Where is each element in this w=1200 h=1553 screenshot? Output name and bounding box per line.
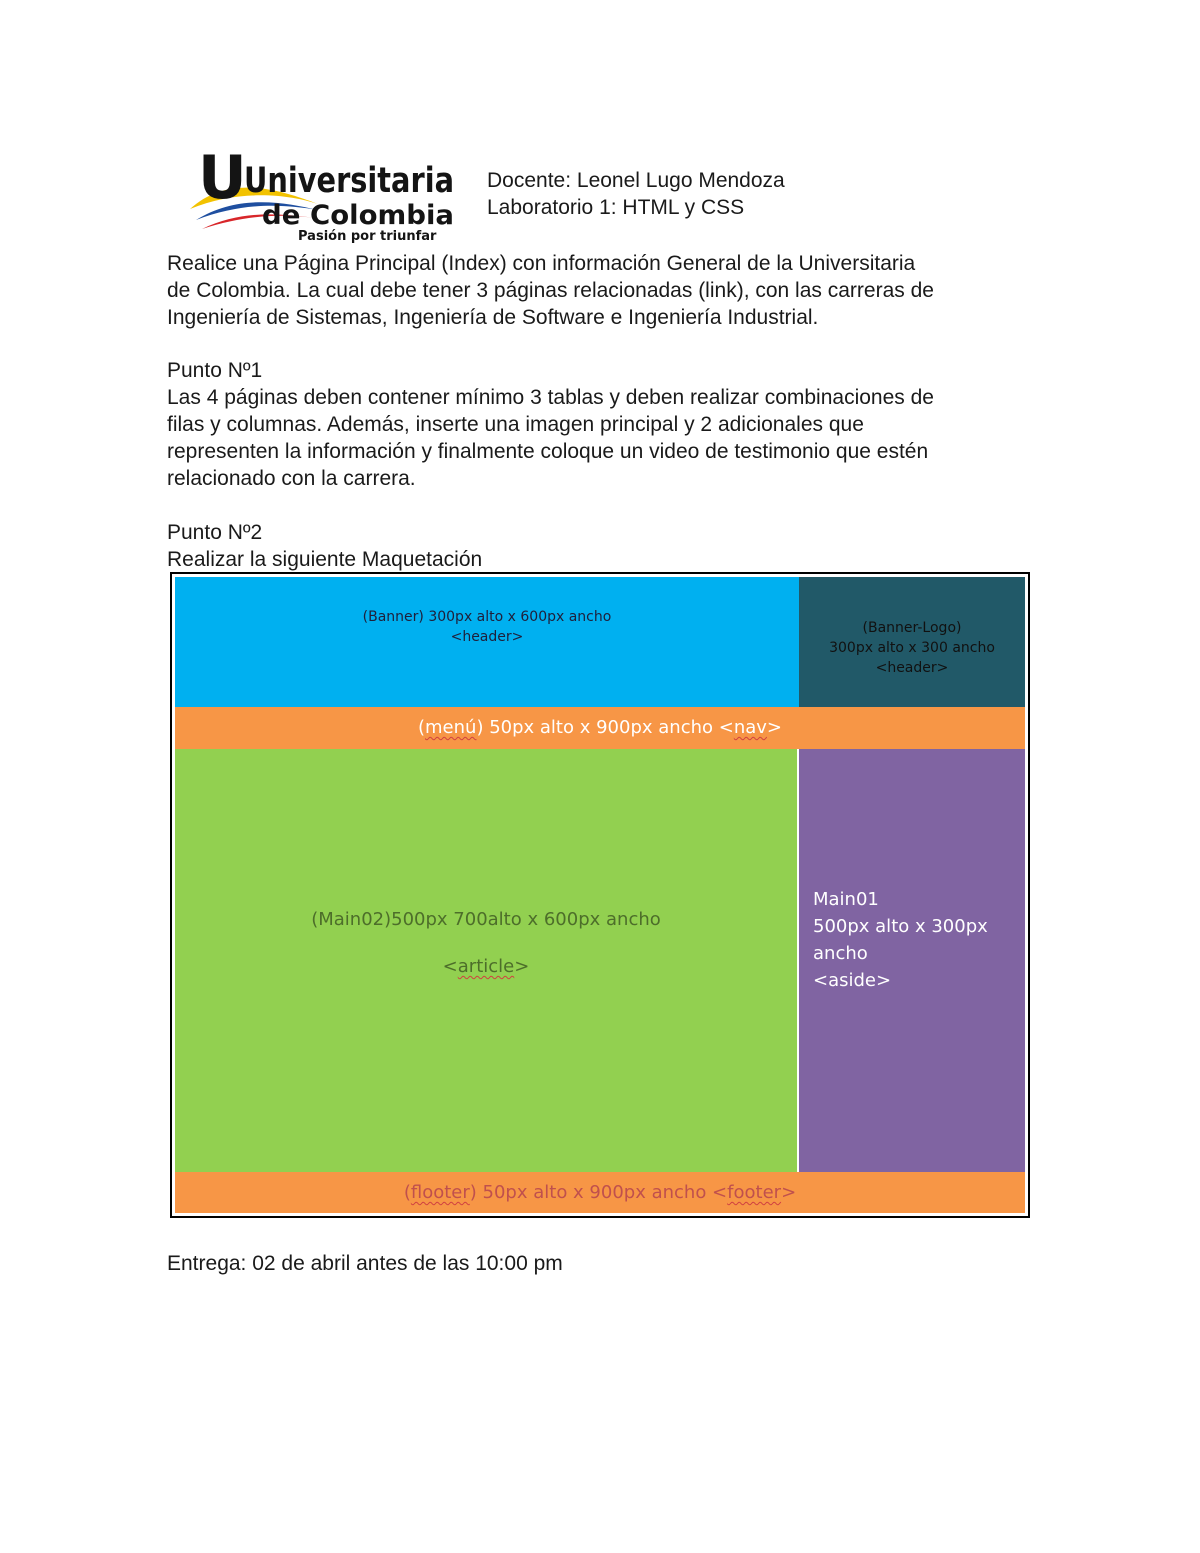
footer-label-open: ( — [403, 1182, 411, 1203]
intro-line: Ingeniería de Sistemas, Ingeniería de Software e Ingeniería Industrial. — [167, 306, 819, 329]
logo-letter-u: U — [198, 143, 247, 213]
menu-label-open: ( — [417, 717, 426, 738]
university-logo — [188, 134, 466, 244]
mock-banner-logo — [799, 577, 1025, 707]
menu-label-size: ) 50px alto x 900px ancho < — [476, 717, 734, 738]
punto1-line: Las 4 páginas deben contener mínimo 3 tablas y deben realizar combinaciones de — [167, 386, 934, 409]
banner-logo-tag: <header> — [875, 660, 949, 676]
document-header — [487, 167, 785, 221]
intro-line: de Colombia. La cual debe tener 3 páginas relacionadas (link), con las carreras de — [167, 279, 934, 302]
footer-label-tag: footer — [727, 1182, 782, 1203]
main01-tag: <aside> — [813, 970, 892, 991]
intro-line: Realice una Página Principal (Index) con información General de la Universitaria — [167, 252, 916, 275]
layout-mockup — [170, 572, 1030, 1218]
main01-title: Main01 — [813, 889, 879, 910]
punto1-section — [167, 357, 1047, 492]
banner-size-label: (Banner) 300px alto x 600px ancho — [362, 609, 612, 625]
banner-logo-title: (Banner-Logo) — [862, 620, 962, 636]
entrega-section — [167, 1250, 1047, 1277]
main02-tag-label — [175, 956, 797, 977]
main01-size-cont: ancho — [813, 943, 868, 964]
main02-tag-close: > — [514, 956, 530, 977]
intro-paragraph — [167, 250, 1047, 331]
entrega-line: Entrega: 02 de abril antes de las 10:00 pm — [167, 1252, 563, 1275]
mock-main02 — [175, 749, 797, 1172]
university-logo-graphic — [188, 134, 466, 244]
punto1-line: filas y columnas. Además, inserte una imagen principal y 2 adicionales que — [167, 413, 864, 436]
punto2-title: Punto Nº2 — [167, 521, 263, 544]
docente-line: Docente: Leonel Lugo Mendoza — [487, 169, 785, 192]
main02-tag-open: < — [442, 956, 458, 977]
mock-main01 — [799, 749, 1025, 1172]
punto2-section — [167, 519, 1047, 573]
logo-sub-text: de Colombia — [262, 200, 454, 231]
logo-main-text: Universitaria — [244, 161, 454, 201]
menu-label-tag: nav — [733, 717, 767, 738]
banner-logo-size: 300px alto x 300 ancho — [829, 640, 995, 656]
main02-size-label: (Main02)500px 700alto x 600px ancho — [311, 909, 661, 930]
mock-banner — [175, 577, 799, 707]
footer-label-size: ) 50px alto x 900px ancho < — [469, 1182, 728, 1203]
punto1-line: representen la información y finalmente coloque un video de testimonio que estén — [167, 440, 929, 463]
footer-label-word: flooter — [410, 1182, 470, 1203]
banner-tag-label: <header> — [450, 629, 524, 645]
laboratorio-line: Laboratorio 1: HTML y CSS — [487, 196, 745, 219]
main02-tag-word: article — [457, 956, 515, 977]
logo-tagline: Pasión por triunfar — [298, 229, 437, 244]
footer-label-close: > — [781, 1182, 797, 1203]
mock-menu — [175, 707, 1025, 749]
menu-label-close: > — [766, 717, 783, 738]
punto1-title: Punto Nº1 — [167, 359, 263, 382]
punto1-line: relacionado con la carrera. — [167, 467, 416, 490]
punto2-subtitle: Realizar la siguiente Maquetación — [167, 548, 483, 571]
main01-size: 500px alto x 300px — [813, 916, 988, 937]
menu-label-word: menú — [425, 717, 477, 738]
mock-footer — [175, 1172, 1025, 1213]
